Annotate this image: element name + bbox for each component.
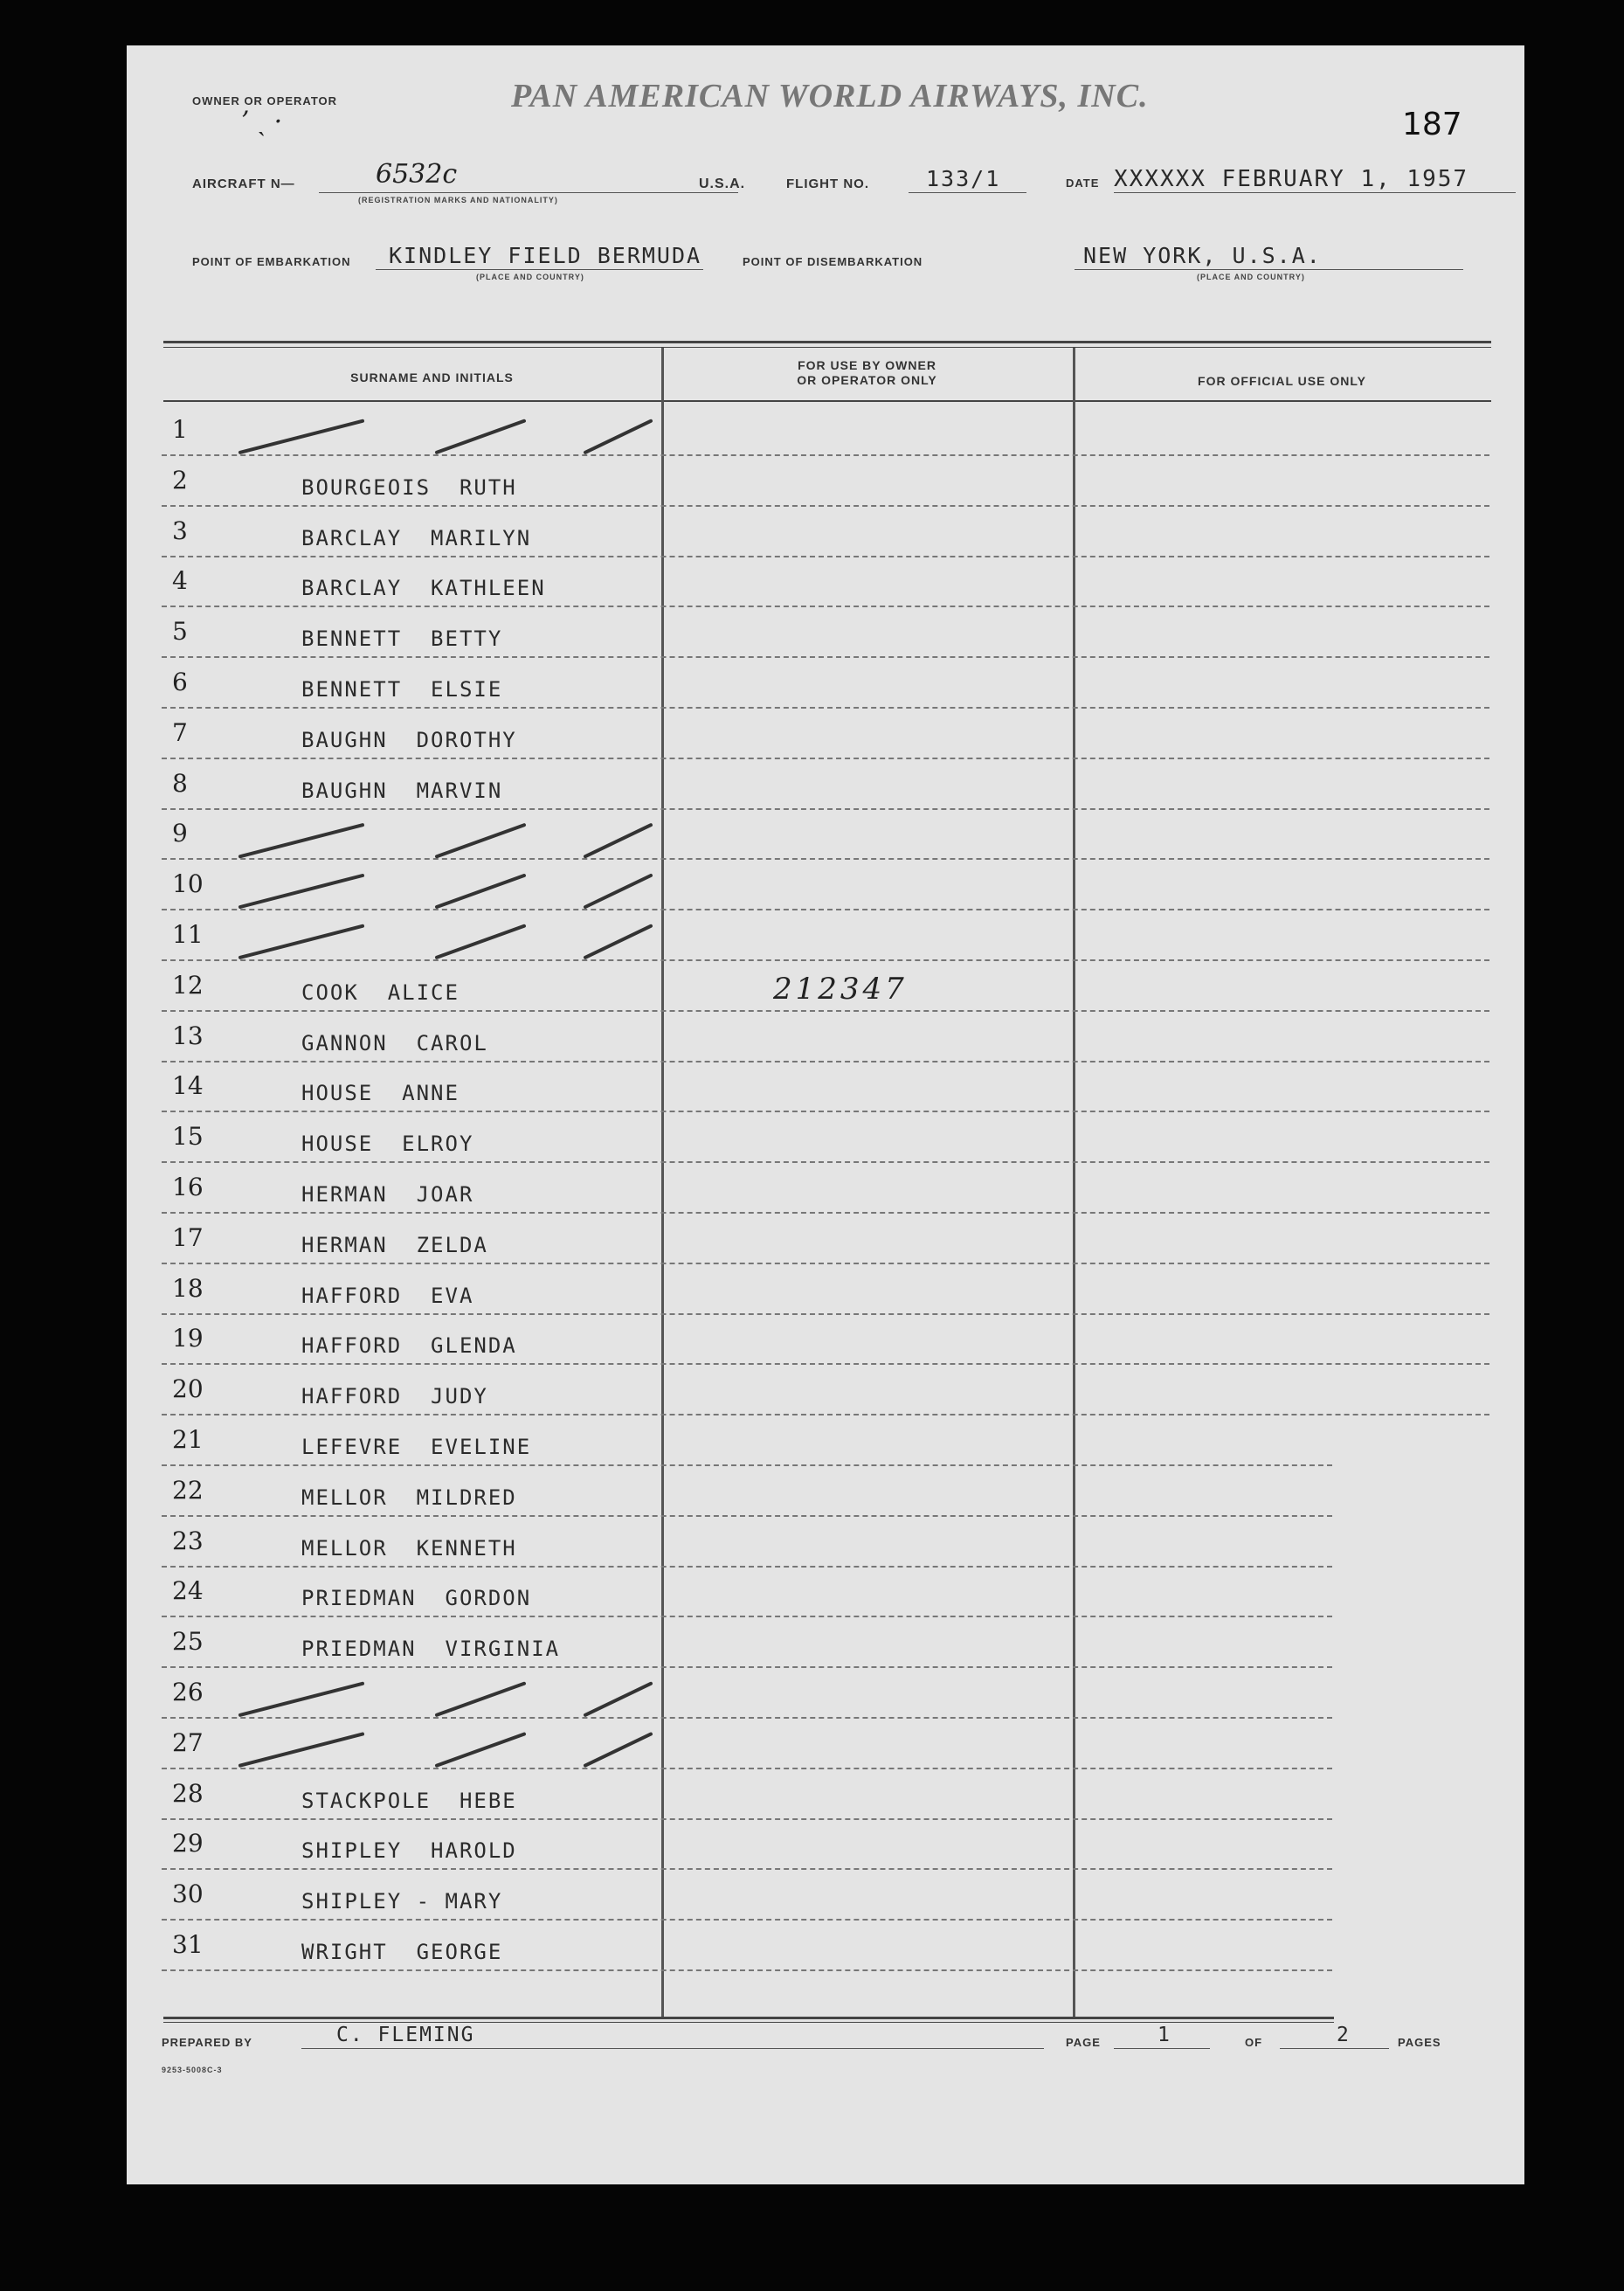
prepared-value: C. FLEMING — [336, 2024, 475, 2046]
passenger-name: BENNETT BETTY — [301, 626, 503, 652]
aircraft-value: 6532c — [376, 159, 458, 190]
strike-line — [585, 1684, 651, 1715]
strike-line — [585, 421, 651, 453]
passenger-name: BOURGEOIS RUTH — [301, 474, 517, 500]
passenger-name: LEFEVRE EVELINE — [301, 1435, 532, 1459]
passenger-name: MELLOR KENNETH — [301, 1535, 517, 1561]
passenger-name: SHIPLEY HAROLD — [301, 1838, 517, 1864]
strike-line — [240, 926, 363, 958]
owner-mark: ʼ ˎ · — [240, 107, 283, 137]
strike-line — [240, 876, 363, 907]
row-number: 28 — [172, 1778, 204, 1808]
passenger-name: HERMAN ZELDA — [301, 1232, 488, 1257]
row-number: 19 — [172, 1324, 204, 1353]
row-number: 17 — [172, 1222, 204, 1252]
embark-label: POINT OF EMBARKATION — [192, 255, 351, 268]
passenger-name: HOUSE ANNE — [301, 1081, 460, 1106]
pages-label: PAGES — [1398, 2036, 1441, 2049]
strike-line — [240, 1734, 363, 1766]
strike-line — [437, 876, 524, 907]
passenger-name: STACKPOLE HEBE — [301, 1788, 517, 1813]
row-number: 8 — [172, 768, 188, 798]
usa-label: U.S.A. — [699, 176, 746, 191]
of-underline — [1280, 2048, 1389, 2049]
strike-line — [240, 1684, 363, 1715]
col-official-use: FOR OFFICIAL USE ONLY — [1198, 374, 1366, 388]
owner-label: OWNER OR OPERATOR — [192, 94, 338, 107]
row-number: 21 — [172, 1425, 204, 1454]
disembark-value: NEW YORK, U.S.A. — [1083, 243, 1322, 268]
row-number: 23 — [172, 1526, 204, 1555]
strike-line — [585, 825, 651, 856]
passenger-name: HAFFORD EVA — [301, 1283, 474, 1308]
manifest-sheet — [127, 45, 1524, 2184]
row-number: 16 — [172, 1173, 204, 1201]
col-owner-use-line1: FOR USE BY OWNER — [798, 358, 936, 372]
row-number: 13 — [172, 1021, 204, 1050]
row-number: 10 — [172, 869, 204, 899]
passenger-name: HOUSE ELROY — [301, 1132, 474, 1157]
row-number: 24 — [172, 1576, 204, 1606]
row-number: 12 — [172, 970, 204, 1000]
row-number: 25 — [172, 1627, 204, 1657]
page-label: PAGE — [1066, 2036, 1101, 2049]
embark-caption: (PLACE AND COUNTRY) — [476, 273, 584, 281]
row-number: 31 — [172, 1930, 204, 1959]
passenger-name: HERMAN JOAR — [301, 1182, 474, 1207]
row-number: 1 — [172, 415, 188, 444]
passenger-name: BAUGHN MARVIN — [301, 778, 503, 803]
strike-line — [437, 1684, 524, 1715]
strike-line — [585, 926, 651, 958]
passenger-name: BENNETT ELSIE — [301, 677, 503, 702]
row-number: 7 — [172, 717, 188, 747]
embark-value: KINDLEY FIELD BERMUDA — [389, 243, 702, 268]
table-bottom-rule-2 — [163, 2022, 1334, 2023]
row-number: 22 — [172, 1475, 204, 1505]
row-number: 5 — [172, 617, 188, 647]
passenger-name: MELLOR MILDRED — [301, 1485, 517, 1510]
airline-name: PAN AMERICAN WORLD AIRWAYS, INC. — [511, 78, 1149, 114]
row-number: 3 — [172, 516, 188, 545]
row-number: 26 — [172, 1678, 204, 1706]
strike-line — [585, 1734, 651, 1766]
row-number: 27 — [172, 1727, 204, 1757]
col-surname: SURNAME AND INITIALS — [350, 370, 514, 384]
strike-marks — [127, 45, 1524, 2184]
col-owner-use-line2: OR OPERATOR ONLY — [797, 373, 937, 387]
strike-line — [437, 421, 524, 453]
row-number: 14 — [172, 1071, 204, 1101]
registration-caption: (REGISTRATION MARKS AND NATIONALITY) — [358, 196, 558, 204]
page-stamp: 187 — [1402, 107, 1462, 142]
disembark-label: POINT OF DISEMBARKATION — [743, 255, 923, 268]
passenger-name: SHIPLEY - MARY — [301, 1889, 503, 1914]
of-label: OF — [1245, 2036, 1263, 2049]
strike-line — [240, 421, 363, 453]
of-value: 2 — [1337, 2024, 1351, 2046]
prepared-label: PREPARED BY — [162, 2036, 252, 2049]
passenger-name: WRIGHT GEORGE — [301, 1940, 503, 1964]
strike-line — [585, 876, 651, 907]
passenger-name: BAUGHN DOROTHY — [301, 727, 517, 752]
passenger-name: HAFFORD GLENDA — [301, 1333, 517, 1359]
row-number: 29 — [172, 1829, 204, 1858]
form-number: 9253-5008C-3 — [162, 2066, 223, 2074]
row-number: 11 — [172, 920, 204, 949]
row-number: 30 — [172, 1879, 204, 1909]
table-bottom-rule — [163, 2017, 1334, 2019]
strike-line — [240, 825, 363, 856]
disembark-caption: (PLACE AND COUNTRY) — [1197, 273, 1305, 281]
passenger-name: COOK ALICE — [301, 979, 460, 1005]
date-value: XXXXXX FEBRUARY 1, 1957 — [1114, 166, 1469, 192]
passenger-name: PRIEDMAN GORDON — [301, 1586, 532, 1611]
passenger-name: PRIEDMAN VIRGINIA — [301, 1637, 561, 1662]
row-number: 2 — [172, 465, 188, 495]
page-value: 1 — [1158, 2024, 1171, 2046]
row-number: 20 — [172, 1374, 204, 1404]
row-number: 6 — [172, 668, 188, 696]
row-number: 9 — [172, 819, 188, 848]
passenger-name: BARCLAY KATHLEEN — [301, 576, 546, 601]
row-number: 15 — [172, 1122, 204, 1152]
date-label: DATE — [1066, 176, 1100, 190]
strike-line — [437, 1734, 524, 1766]
row-number: 18 — [172, 1273, 204, 1303]
row-number: 4 — [172, 566, 188, 596]
passenger-name: HAFFORD JUDY — [301, 1384, 488, 1409]
prepared-underline — [301, 2048, 1044, 2049]
flight-label: FLIGHT NO. — [786, 176, 869, 191]
passenger-name: GANNON CAROL — [301, 1030, 488, 1056]
strike-line — [437, 926, 524, 958]
passenger-name: BARCLAY MARILYN — [301, 525, 532, 550]
aircraft-label: AIRCRAFT N— — [192, 176, 295, 191]
owner-note: 212347 — [773, 971, 908, 1007]
page-underline — [1114, 2048, 1210, 2049]
flight-value: 133/1 — [926, 166, 1001, 191]
strike-line — [437, 825, 524, 856]
